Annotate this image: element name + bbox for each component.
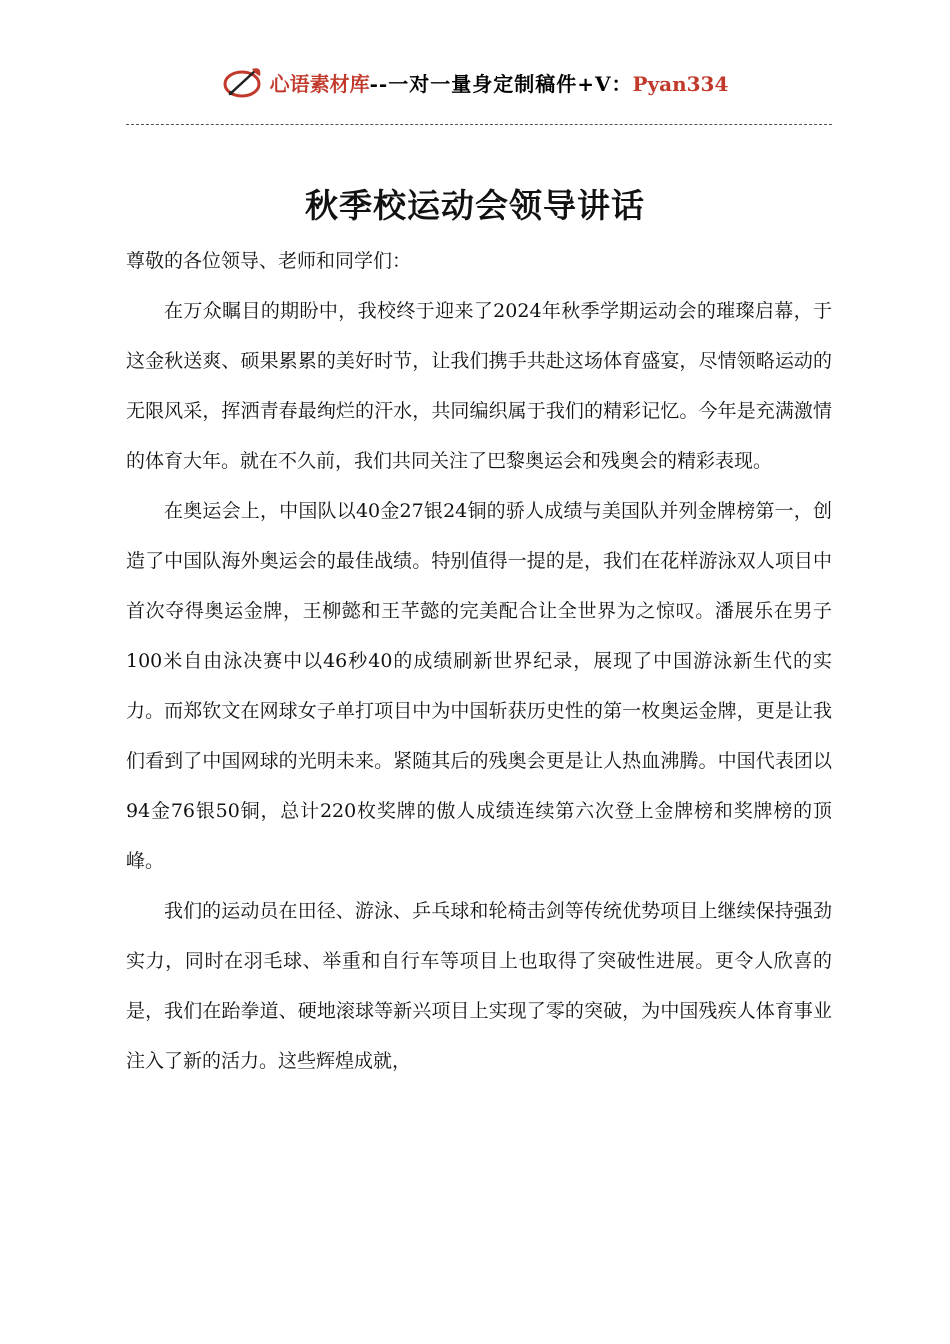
paragraph-3: 我们的运动员在田径、游泳、乒乓球和轮椅击剑等传统优势项目上继续保持强劲实力，同时在羽毛球、举重和自行车等项目上也取得了突破性进展。更令人欣喜的是，我们在跆拳道、硬地滚球等新兴项目上实现了零的突破，为中国残疾人体育事业注入了新的活力。这些辉煌成就， — [126, 900, 832, 1072]
document-body — [126, 236, 832, 1086]
document-title: 秋季校运动会领导讲话 — [305, 186, 645, 225]
paragraph-1: 在万众瞩目的期盼中，我校终于迎来了2024年秋季学期运动会的璀璨启幕，于这金秋送爽、硕果累累的美好时节，让我们携手共赴这场体育盛宴，尽情领略运动的无限风采，挥洒青春最绚烂的汗水，共同编织属于我们的精彩记忆。今年是充满激情的体育大年。就在不久前，我们共同关注了巴黎奥运会和残奥会的精彩表现。 — [126, 300, 832, 472]
brand-name: 心语素材库 — [269, 71, 370, 96]
header-tagline: --一对一量身定制稿件+V： — [369, 71, 633, 96]
salutation: 尊敬的各位领导、老师和同学们： — [126, 250, 412, 272]
page-header — [0, 62, 950, 102]
paragraph-2: 在奥运会上，中国队以40金27银24铜的骄人成绩与美国队并列金牌榜第一，创造了中国队海外奥运会的最佳战绩。特别值得一提的是，我们在花样游泳双人项目中首次夺得奥运金牌，王柳懿和王芊懿的完美配合让全世界为之惊叹。潘展乐在男子100米自由泳决赛中以46秒40的成绩刷新世界纪录，展现了中国游泳新生代的实力。而郑钦文在网球女子单打项目中为中国斩获历史性的第一枚奥运金牌，更是让我们看到了中国网球的光明未来。紧随其后的残奥会更是让人热血沸腾。中国代表团以94金76银50铜，总计220枚奖牌的傲人成绩连续第六次登上金牌榜和奖牌榜的顶峰。 — [126, 500, 832, 872]
quill-pen-logo-icon — [222, 64, 266, 100]
header-divider — [126, 124, 832, 125]
header-text — [270, 68, 729, 97]
contact-id: Pyan334 — [632, 71, 729, 96]
